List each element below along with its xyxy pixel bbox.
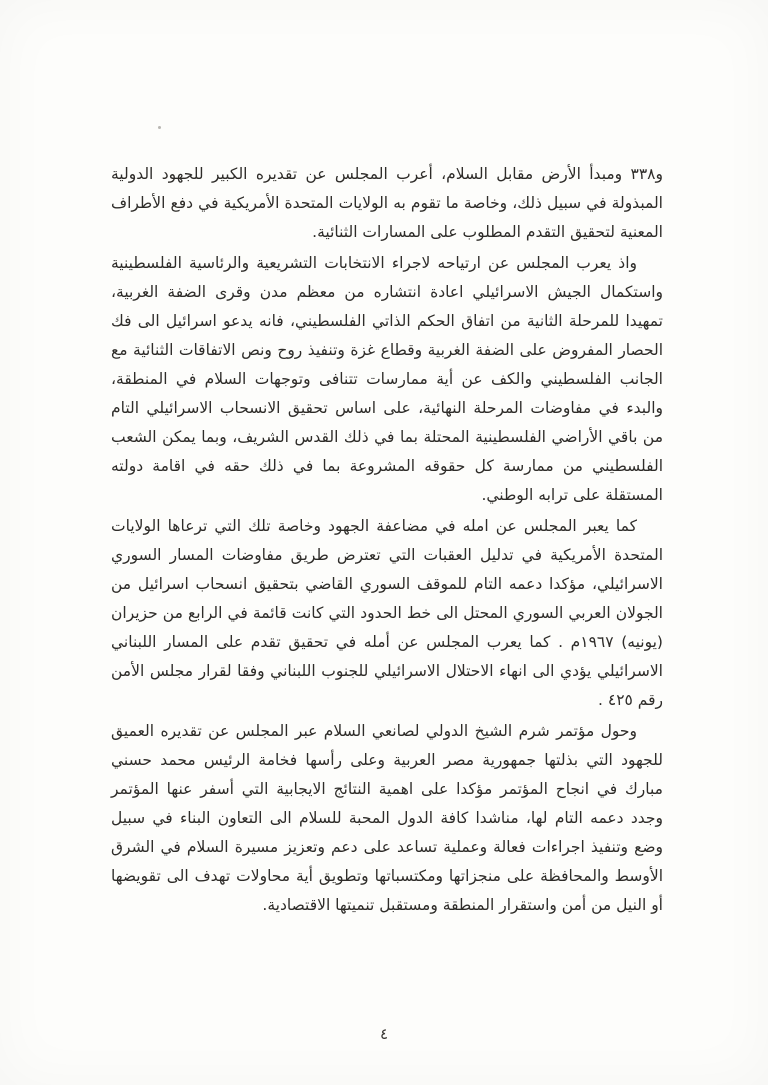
page-number: ٤ xyxy=(379,1025,389,1043)
scan-artifact xyxy=(158,126,161,129)
paragraph-4: وحول مؤتمر شرم الشيخ الدولي لصانعي السلام عبر المجلس عن تقديره العميق للجهود التي بذلتها جمهورية مصر العربية وعلى رأسها فخامة الرئيس محمد حسني مبارك في انجاح المؤتمر مؤكدا على اهمية النتائج الايجابية التي أسفر عنها المؤتمر وجدد دعمه التام لها، مناشدا كافة الدول المحبة للسلام الى التعاون البناء في سبيل وضع وتنفيذ اجراءات فعالة وعملية تساعد على دعم وتعزيز مسيرة السلام في الشرق الأوسط والمحافظة على منجزاتها ومكتسباتها وتطويق أية محاولات تهدف الى تقويضها أو النيل من أمن واستقرار المنطقة ومستقبل تنميتها الاقتصادية. xyxy=(111,722,663,914)
body-text xyxy=(111,160,663,922)
paragraph-2: واذ يعرب المجلس عن ارتياحه لاجراء الانتخابات التشريعية والرئاسية الفلسطينية واستكمال الجيش الاسرائيلي اعادة انتشاره من معظم مدن وقرى الضفة الغربية، تمهيدا للمرحلة الثانية من اتفاق الحكم الذاتي الفلسطيني، فانه يدعو اسرائيل الى فك الحصار المفروض على الضفة الغربية وقطاع غزة وتنفيذ روح ونص الاتفاقات الثنائية مع الجانب الفلسطيني والكف عن أية ممارسات تتنافى وتوجهات السلام في المنطقة، والبدء في مفاوضات المرحلة النهائية، على اساس تحقيق الانسحاب الاسرائيلي التام من باقي الأراضي الفلسطينية المحتلة بما في ذلك القدس الشريف، وبما يمكن الشعب الفلسطيني من ممارسة كل حقوقه المشروعة بما في ذلك حقه في اقامة دولته المستقلة على ترابه الوطني. xyxy=(111,254,663,504)
paragraph-3: كما يعبر المجلس عن امله في مضاعفة الجهود وخاصة تلك التي ترعاها الولايات المتحدة الأمريكية في تدليل العقبات التي تعترض طريق مفاوضات المسار السوري الاسرائيلي، مؤكدا دعمه التام للموقف السوري القاضي بتحقيق انسحاب اسرائيل من الجولان العربي السوري المحتل الى خط الحدود التي كانت قائمة في الرابع من حزيران (يونيه) ١٩٦٧م . كما يعرب المجلس عن أمله في تحقيق تقدم على المسار اللبناني الاسرائيلي يؤدي الى انهاء الاحتلال الاسرائيلي للجنوب اللبناني وفقا لقرار مجلس الأمن رقم ٤٢٥ . xyxy=(111,517,663,709)
paragraph-1: و٣٣٨ ومبدأ الأرض مقابل السلام، أعرب المجلس عن تقديره الكبير للجهود الدولية المبذولة في سبيل ذلك، وخاصة ما تقوم به الولايات المتحدة الأمريكية في دفع الأطراف المعنية لتحقيق التقدم المطلوب على المسارات الثنائية. xyxy=(111,165,663,241)
